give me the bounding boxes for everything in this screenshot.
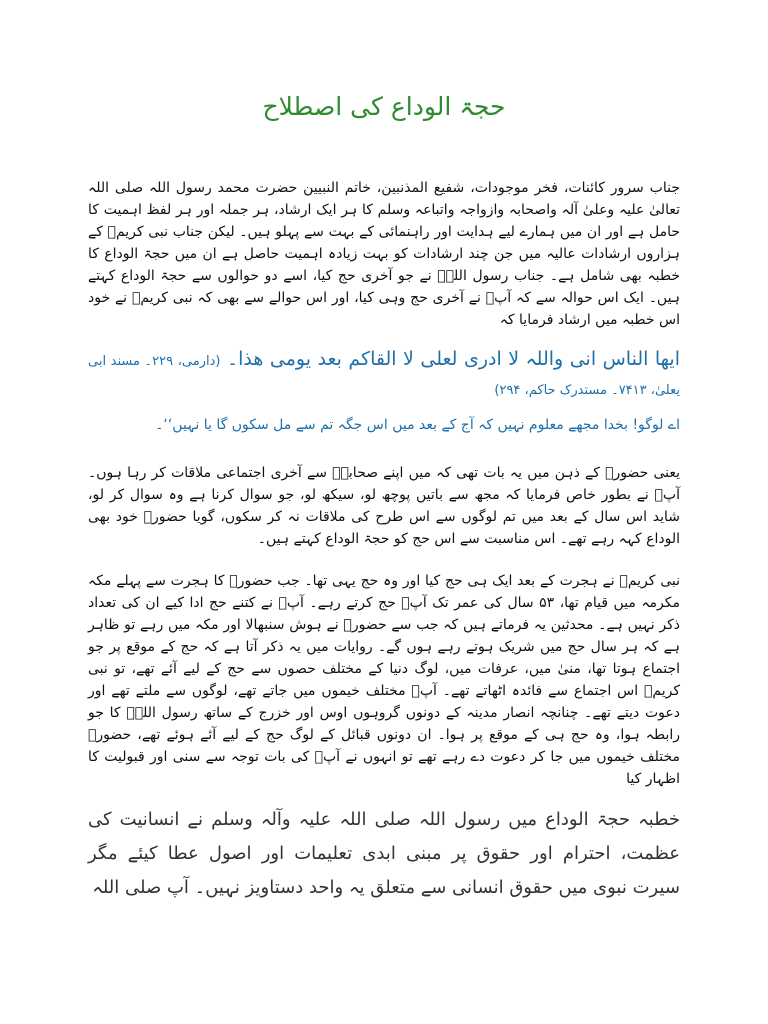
arabic-quote <box>88 346 680 404</box>
arabic-quote-text: ایھا الناس انی واللہ لا ادری لعلی لا القاکم بعد یومی ھذا۔ <box>226 348 680 370</box>
arabic-quote-line <box>88 346 680 404</box>
hajj-history-text: نبی کریمؐ نے ہجرت کے بعد ایک ہی حج کیا اور وہ حج یہی تھا۔ جب حضورؐ کا ہجرت سے پہلے مکہ مکرمہ میں قیام تھا، ۵۳ سال کی عمر تک آپؐ حج کرتے رہے۔ آپؐ نے کتنے حج ادا کیے ان کی تعداد ذکر نہیں ہے۔ محدثین یہ فرماتے ہیں کہ جب سے حضورؐ نے ہوش سنبھالا اور مکہ میں رہے تو ظاہر ہے کہ ہر سال حج میں شریک ہوتے رہے ہوں گے۔ روایات میں یہ ذکر آتا ہے کہ حج کے موقع پر جو اجتماع ہوتا تھا، منیٰ میں، عرفات میں، لوگ دنیا کے مختلف حصوں سے حج کے لیے آئے تھے، تو نبی کریمؐ اس اجتماع سے فائدہ اٹھاتے تھے۔ آپؐ مختلف خیموں میں جاتے تھے، لوگوں سے ملتے تھے اور دعوت دیتے تھے۔ چنانچہ انصار مدینہ کے دونوں گروہوں اوس اور خزرج کے ساتھ رسول اللہؐ کا جو رابطہ ہوا، وہ حج ہی کے موقع پر ہوا۔ ان دونوں قبائل کے لوگ حج کے لیے آئے ہوئے تھے، حضورؐ مختلف خیموں میں جا کر دعوت دے رہے تھے تو انہوں نے آپؐ کی بات توجہ سے سنی اور قبولیت کا اظہار کیا <box>88 573 681 787</box>
page-title: حجۃ الوداع کی اصطلاح <box>262 92 506 121</box>
hajj-history-paragraph <box>88 570 680 790</box>
intro-paragraph <box>88 177 680 331</box>
farewell-explanation-text: یعنی حضورؐ کے ذہن میں یہ بات تھی کہ میں اپنے صحابہؓ سے آخری اجتماعی ملاقات کر رہا ہوں۔ آپؐ نے بطور خاص فرمایا کہ مجھ سے باتیں پوچھ لو، سیکھ لو، جو سوال کرنا ہے وہ سوال کر لو، شاید اس سال کے بعد میں تم لوگوں سے اس طرح کی ملاقات نہ کر سکوں، گویا حضورؐ خود بھی الوداع کہہ رہے تھے۔ اس مناسبت سے اس حج کو حجۃ الوداع کہتے ہیں۔ <box>88 465 680 547</box>
arabic-quote-reference: (دارمی، ۲۲۹۔ مسند ابی یعلیٰ، ۷۴۱۳۔ مستدرک حاکم، ۲۹۴) <box>88 354 680 398</box>
human-rights-paragraph <box>88 803 680 905</box>
farewell-explanation-paragraph <box>88 462 680 550</box>
translation-text: اے لوگو! بخدا مجھے معلوم نہیں کہ آج کے بعد میں اس جگہ تم سے مل سکوں گا یا نہیں‘‘۔ <box>155 417 680 433</box>
translation-paragraph <box>88 414 680 436</box>
intro-text: جناب سرور کائنات، فخر موجودات، شفیع المذنبین، خاتم النبیین حضرت محمد رسول اللہ صلی اللہ تعالیٰ علیہ وعلیٰ آلہ واصحابہ وازواجہ واتباعہ وسلم کا ہر ایک ارشاد، ہر جملہ اور ہر لفظ اہمیت کا حامل ہے اور ان میں ہمارے لیے ہدایت اور راہنمائی کے بہت سے پہلو ہیں۔ لیکن جناب نبی کریمؐ کے ہزاروں ارشادات عالیہ میں جن چند ارشادات کو بہت زیادہ اہمیت حاصل ہے ان میں حجۃ الوداع کا خطبہ بھی شامل ہے۔ جناب رسول اللہؐ نے جو آخری حج کیا، اسے دو حوالوں سے حجۃ الوداع کہتے ہیں۔ ایک اس حوالہ سے کہ آپؐ نے آخری حج وہی کیا، اور اس حوالے سے بھی کہ نبی کریمؐ نے خود اس خطبہ میں ارشاد فرمایا کہ <box>88 180 680 328</box>
human-rights-text: خطبہ حجۃ الوداع میں رسول اللہ صلی اللہ علیہ وآلہ وسلم نے انسانیت کی عظمت، احترام اور حقوق پر مبنی ابدی تعلیمات اور اصول عطا کیئے مگر سیرت نبوی میں حقوق انسانی سے متعلق یہ واحد دستاویز نہیں۔ آپ صلی اللہ <box>88 809 680 898</box>
